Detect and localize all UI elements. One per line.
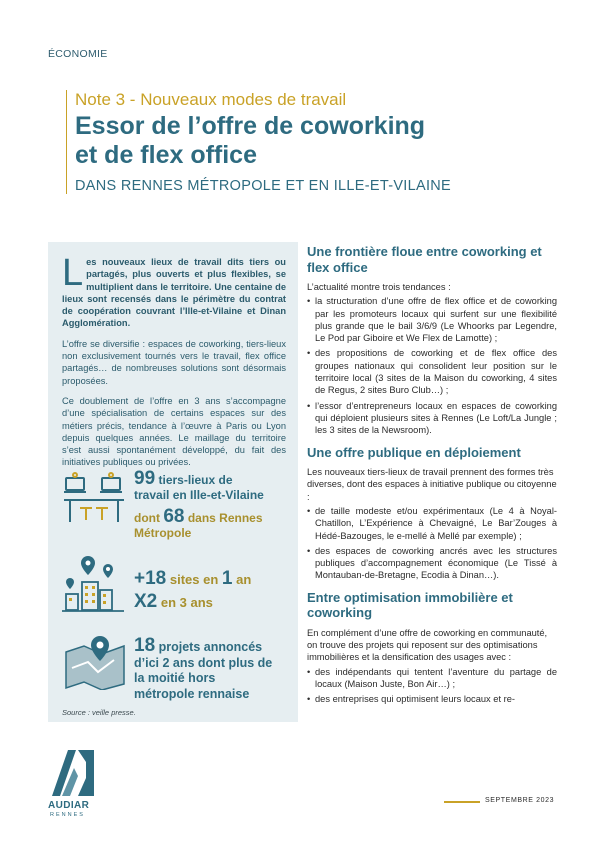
source-note: Source : veille presse. — [62, 708, 136, 717]
city-pins-icon — [62, 554, 126, 614]
list-item: • l’essor d’entrepreneurs locaux en espaces de coworking qui déploient plusieurs sites à Rennes (Le Loft/La Jungle ; les 3 sites de la Newsroom). — [307, 400, 557, 437]
stat-tiers-lieux: 99 tiers-lieux de travail en Ille-et-Vilaine dont 68 dans Rennes Métropole — [134, 468, 264, 540]
list-item: • des entreprises qui optimisent leurs locaux et re- — [307, 693, 557, 705]
list-item: • de taille modeste et/ou expérimentaux (Le 4 à Noyal-Chatillon, L’Expérience à Chevaigné, Le Bar’Zouges à Hédé-Bazouges, le e-mellé à Mellé par exemple) ; — [307, 505, 557, 542]
audiar-logo-icon — [48, 748, 98, 798]
intro-paragraph-1: Les nouveaux lieux de travail dits tiers ou partagés, plus ouverts et plus flexibles, se multiplient dans le territoire. Une centaine de lieux sont recensés dans le périmètre du contrat de coopération couvrant l’Ille-et-Vilaine et Dinan Agglomération. — [62, 252, 286, 329]
section-optimisation — [307, 590, 557, 706]
section-frontiere — [307, 244, 557, 437]
footer-divider — [444, 801, 480, 803]
dropcap: L — [62, 252, 84, 294]
stat-projects: 18 projets annoncés d’ici 2 ans dont plus de la moitié hors métropole rennaise — [134, 635, 273, 701]
list-frontiere — [307, 295, 557, 436]
list-offre-publique — [307, 505, 557, 582]
stat-growth: +18 sites en 1 an X2 en 3 ans — [134, 568, 252, 612]
heading-frontiere: Une frontière floue entre coworking et flex office — [307, 244, 542, 275]
intro-text — [62, 252, 286, 477]
section-label: ÉCONOMIE — [48, 48, 108, 60]
lead-frontiere: L’actualité montre trois tendances : — [307, 282, 451, 292]
main-title-line1: Essor de l’offre de coworking — [75, 112, 426, 140]
title-block — [66, 90, 566, 194]
main-title-line2: et de flex office — [75, 141, 257, 169]
lead-optimisation: En complément d’une offre de coworking en communauté, on trouve des projets qui reposent sur des optimisations immobilières et la densification des usages avec : — [307, 627, 548, 663]
subtitle: DANS RENNES MÉTROPOLE ET EN ILLE-ET-VILAINE — [75, 178, 452, 194]
main-title — [75, 112, 566, 170]
key-figures-panel — [48, 242, 298, 722]
list-item: • des indépendants qui tentent l’aventure du partage de locaux (Maison Juste, Bon Air…) ; — [307, 666, 557, 691]
logo-city: RENNES — [50, 812, 85, 818]
intro-paragraph-2: L’offre se diversifie : espaces de coworking, tiers-lieux non exclusivement tournés vers le travail, flex office partagés… de nombreuses solutions sont désormais proposées. — [62, 338, 286, 386]
list-item: • la structuration d’une offre de flex office et de coworking par les promoteurs locaux qui surfent sur une flexibilité plus grande que le bail 3/6/9 (Le Whoorks par Legendre, Le Pod par Giboire et We Flex de Lamotte) ; — [307, 295, 557, 344]
coworking-desks-icon — [62, 472, 126, 526]
lead-offre-publique: Les nouveaux tiers-lieux de travail prennent des formes très diverses, dont des espaces à initiative publique ou citoyenne : — [307, 467, 557, 502]
list-item: • des propositions de coworking et de flex office des groupes nationaux qui consolident leur position sur le territoire local (3 sites de la Maison du coworking, 4 sites de Regus, 2 sites Buro Club…) ; — [307, 347, 557, 396]
list-optimisation — [307, 666, 557, 706]
intro-paragraph-3: Ce doublement de l’offre en 3 ans s’accompagne d’une spécialisation de certains espaces sur des métiers précis, tendance à l’œuvre à Paris ou Lyon depuis quelques années. Le maillage du territoire s’est aussi spontanément développé, du fait des initiatives publiques ou privées. — [62, 395, 286, 468]
map-icon — [62, 634, 128, 690]
heading-offre-publique: Une offre publique en déploiement — [307, 444, 521, 460]
footer-date: SEPTEMBRE 2023 — [485, 797, 555, 804]
list-item: • des espaces de coworking ancrés avec les structures publiques d’accompagnement économique (Le Tissé à Montauban-de-Bretagne, Ecodia à Dinan…). — [307, 545, 557, 582]
note-title: Note 3 - Nouveaux modes de travail — [75, 90, 347, 109]
section-offre-publique — [307, 445, 557, 582]
heading-optimisation: Entre optimisation immobilière et coworking — [307, 589, 513, 621]
logo-name: AUDIAR — [48, 800, 90, 811]
right-column — [307, 244, 557, 714]
